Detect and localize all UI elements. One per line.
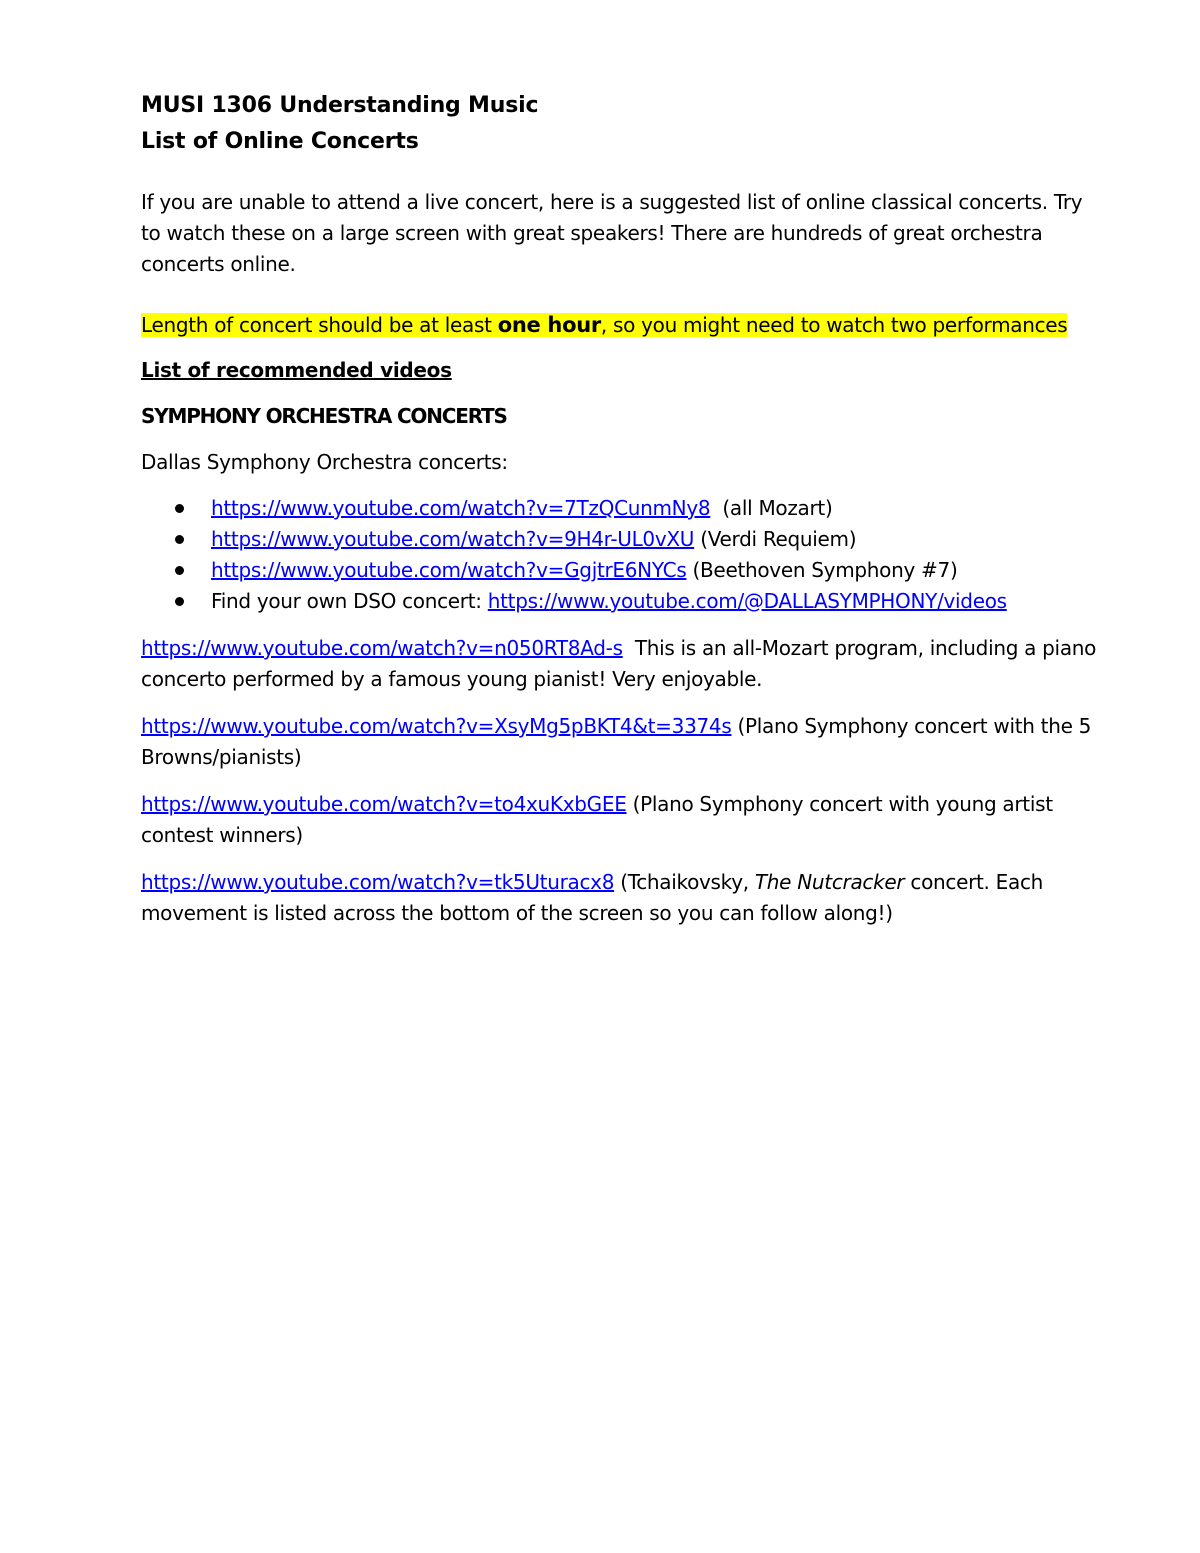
requirement-before: Length of concert should be at least — [141, 313, 498, 337]
video-link[interactable]: https://www.youtube.com/watch?v=n050RT8Ad-s — [141, 636, 623, 660]
video-link[interactable]: https://www.youtube.com/watch?v=to4xuKxbGEE — [141, 792, 627, 816]
video-link[interactable]: https://www.youtube.com/watch?v=GgjtrE6NYCs — [211, 558, 687, 582]
paragraph-text: (Plano Symphony concert with the 5 Browns/pianists) — [141, 714, 1098, 769]
list-item — [211, 524, 1130, 555]
length-requirement — [141, 310, 1130, 341]
list-heading: List of recommended videos — [141, 358, 452, 382]
highlighted-text — [141, 313, 1067, 337]
dso-channel-link[interactable]: https://www.youtube.com/@DALLASYMPHONY/videos — [487, 589, 1007, 613]
requirement-emphasis: one hour — [497, 313, 601, 337]
section-heading: SYMPHONY ORCHESTRA CONCERTS — [141, 404, 507, 428]
video-note: (all Mozart) — [710, 496, 833, 520]
intro-paragraph: If you are unable to attend a live concert, here is a suggested list of online classical concerts. Try to watch these on a large screen with great speakers! There are hundreds of great orchestra concerts online. — [141, 190, 1083, 276]
requirement-after: , so you might need to watch two performances — [600, 313, 1068, 337]
video-link[interactable]: https://www.youtube.com/watch?v=XsyMg5pBKT4&t=3374s — [141, 714, 732, 738]
paragraph-text: (Plano Symphony concert with young artist contest winners) — [141, 792, 1059, 847]
video-link[interactable]: https://www.youtube.com/watch?v=7TzQCunmNy8 — [211, 496, 711, 520]
dso-list — [141, 493, 1130, 617]
bullet-icon — [175, 566, 184, 575]
video-link[interactable]: https://www.youtube.com/watch?v=tk5Uturacx8 — [141, 870, 615, 894]
concert-paragraph-contest — [141, 789, 1131, 851]
video-note: (Beethoven Symphony #7) — [686, 558, 958, 582]
video-link[interactable]: https://www.youtube.com/watch?v=9H4r-UL0vXU — [211, 527, 695, 551]
bullet-icon — [175, 504, 184, 513]
concert-paragraph-nutcracker — [141, 867, 1131, 929]
course-title: MUSI 1306 Understanding Music — [141, 93, 539, 118]
dso-label: Dallas Symphony Orchestra concerts: — [141, 450, 508, 474]
find-dso-label: Find your own DSO concert: — [211, 589, 488, 613]
list-item — [211, 586, 1130, 617]
concert-paragraph-browns — [141, 711, 1131, 773]
list-item — [211, 493, 1130, 524]
bullet-icon — [175, 597, 184, 606]
list-item — [211, 555, 1130, 586]
concert-paragraph-mozart — [141, 633, 1131, 695]
nutcracker-title: The Nutcracker — [754, 870, 905, 894]
video-note: (Verdi Requiem) — [694, 527, 857, 551]
document-title: List of Online Concerts — [141, 129, 419, 154]
nutcracker-before: (Tchaikovsky, — [614, 870, 755, 894]
bullet-icon — [175, 535, 184, 544]
nutcracker-after: concert. Each movement is listed across the bottom of the screen so you can follow along!) — [141, 870, 1050, 925]
paragraph-text: This is an all-Mozart program, including a piano concerto performed by a famous young pianist! Very enjoyable. — [141, 636, 1103, 691]
